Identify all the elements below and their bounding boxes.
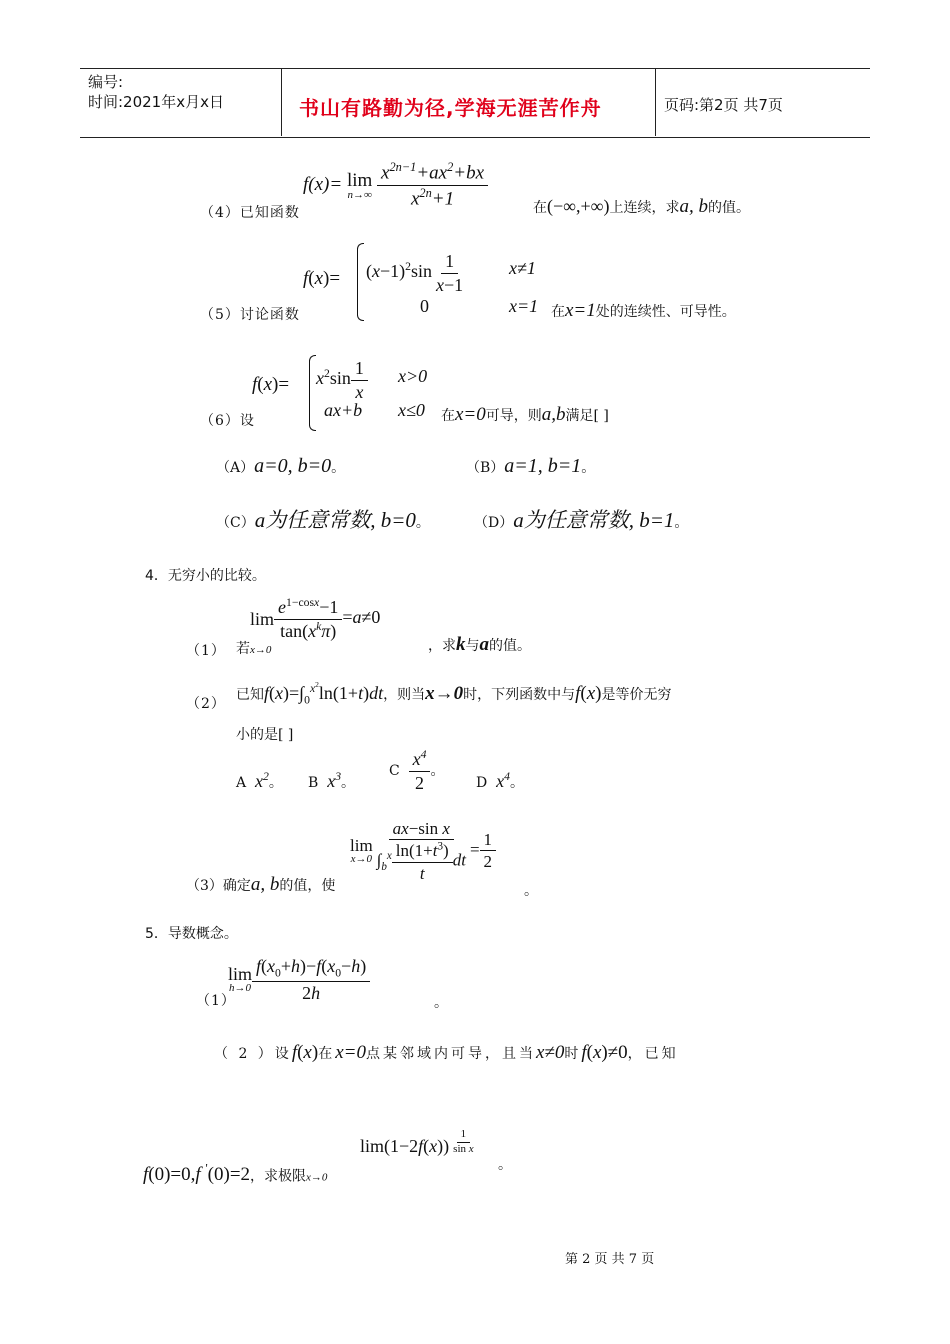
section-5-title: 5．导数概念。	[145, 926, 238, 942]
q5-cond1: x≠1	[509, 258, 536, 278]
q5-cond2: x=1	[509, 296, 539, 316]
q4-label: （4）已知函数	[200, 205, 300, 221]
q4-text: 在(−∞,+∞)上连续，求a, b的值。	[533, 196, 750, 217]
s4q2-option-a: A $x^2$。	[236, 770, 283, 791]
s5q1-formula: lim h→0 $\frac{f(x_0+h)-f(x_0-h)}{2h}$	[228, 955, 370, 1005]
s4q3-text: （3）确定a, b的值，使	[186, 874, 336, 895]
q6-option-d: （D）a为任意常数, b=1。	[474, 508, 689, 532]
q6-option-c: （C）a为任意常数, b=0。	[216, 508, 430, 532]
q5-case2: 0	[420, 296, 429, 316]
q6-case1: $x^2\sin$ $\frac{1}{x}$	[316, 357, 368, 403]
q5-text: 在x=1处的连续性、可导性。	[551, 300, 736, 321]
header-page: 页码:第2页 共7页	[664, 96, 783, 114]
s4q2-option-b: B $x^3$。	[308, 770, 356, 791]
q6-label: （6）设	[200, 413, 255, 429]
section-4-title: 4．无穷小的比较。	[145, 568, 266, 584]
s4q1-formula: lim $\frac{e^{1-cosx}-1}{\tan(x^k\pi)}$ =a≠0	[250, 596, 381, 641]
s4q2-option-d: D $x^4$。	[476, 770, 524, 791]
s4q2-line2: 小的是[ ]	[236, 727, 294, 743]
q6-cond1: x>0	[398, 366, 428, 386]
s5q1-label: （1）	[196, 993, 236, 1009]
s4q2-text: 已知$f(x)=\int_0^{x^2}\ln(1+t)dt$，则当x→0时，下列函数中与f(x)是等价无穷	[236, 680, 672, 707]
q6-case2: ax+b	[324, 400, 363, 420]
q6-option-a: （A）a=0, b=0。	[216, 455, 346, 477]
s4q3-end: 。	[524, 883, 538, 899]
q4-formula: f(x)= lim n→∞ $\frac{x^{2n-1}+ax^2+bx}{x^{2n}+1}$	[303, 160, 488, 211]
s5q2-end: 。	[498, 1157, 512, 1173]
s4q2-option-c: C $\frac{x^4}{2}$ 。	[389, 748, 445, 793]
q6-text: 在x=0可导，则a,b满足[ ]	[441, 404, 609, 425]
s4q1-label: （1）	[186, 643, 226, 659]
s4q1-ruo: 若x→0	[236, 641, 272, 657]
q5-label: （5）讨论函数	[200, 307, 300, 323]
s4q3-formula: lim x→0 ax−sin x $\int_b^x$ $\frac{\ln(1+t^3)}{t}$ dt = $\frac{1}{2}$	[350, 818, 496, 884]
s4q2-label: （2）	[186, 696, 226, 712]
s4q1-text: ，求k与a的值。	[428, 634, 531, 655]
s5q1-end: 。	[434, 995, 448, 1011]
s5q2-line1: （ 2 ）设f(x)在x=0点某邻域内可导，且当x≠0时f(x)≠0，已知	[214, 1042, 679, 1063]
s5q2-line2: f(0)=0,f '(0)=2，求极限x→0	[143, 1162, 328, 1186]
q6-fx: f(x)=	[252, 374, 290, 395]
q6-brace	[309, 355, 316, 431]
header-motto: 书山有路勤为径,学海无涯苦作舟	[299, 96, 602, 120]
q6-cond2: x≤0	[398, 400, 425, 420]
header-divider	[281, 68, 282, 136]
header-time: 时间:2021年x月x日	[88, 93, 224, 111]
s5q2-limit: lim(1−2f(x)) $^{\frac{1}{\text{sin x}}}$	[360, 1128, 474, 1156]
footer-page-number: 第 2 页 共 7 页	[565, 1252, 655, 1267]
header-code: 编号:	[88, 73, 124, 91]
q5-brace	[357, 243, 364, 321]
q5-fx: f(x)=	[303, 268, 341, 289]
header-divider	[655, 68, 656, 136]
q5-case1: $(x-1)^2\sin$ $\frac{1}{x-1}$	[366, 251, 464, 295]
q6-option-b: （B）a=1, b=1。	[466, 455, 596, 477]
